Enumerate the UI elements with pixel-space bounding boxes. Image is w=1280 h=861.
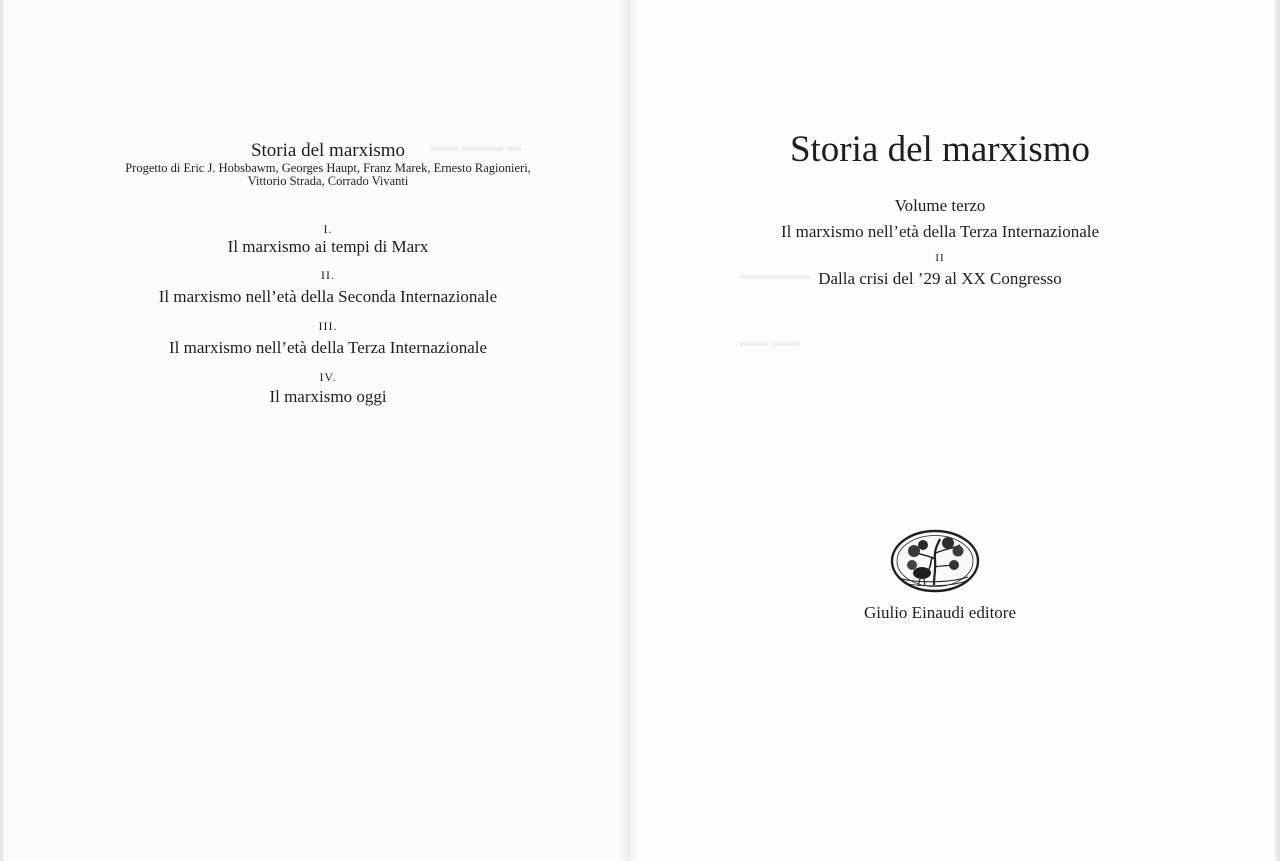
show-through: ▬▬ ▬▬▬ ▬ (430, 140, 521, 155)
volume-number-2: II. (321, 268, 335, 282)
volume-title-2: Il marxismo nell’età della Seconda Internazionale (158, 287, 498, 306)
volume-title-4: Il marxismo oggi (269, 387, 387, 406)
show-through: ▬▬ ▬▬ (740, 335, 800, 350)
book-title: Storia del marxismo (789, 129, 1091, 170)
volume-number-3: III. (318, 319, 338, 333)
publisher-name: Giulio Einaudi editore (863, 603, 1017, 622)
volume-number-1: I. (323, 222, 333, 236)
volume-number-4: IV. (319, 370, 337, 384)
show-through: ▬▬▬▬▬ (740, 268, 810, 283)
volume-title: Il marxismo nell’età della Terza Internazionale (780, 222, 1100, 241)
credits-line-2: Vittorio Strada, Corrado Vivanti (247, 174, 409, 188)
volume-label: Volume terzo (894, 196, 986, 215)
einaudi-ostrich-emblem-icon (890, 529, 980, 593)
volume-title-1: Il marxismo ai tempi di Marx (227, 237, 429, 256)
part-title: Dalla crisi del ’29 al XX Congresso (818, 269, 1062, 288)
part-number: II (935, 252, 945, 264)
series-title: Storia del marxismo (250, 140, 406, 161)
volume-title-3: Il marxismo nell’età della Terza Internazionale (168, 338, 488, 357)
credits-line-1: Progetto di Eric J. Hobsbawm, Georges Haupt, Franz Marek, Ernesto Ragionieri, (125, 161, 531, 175)
